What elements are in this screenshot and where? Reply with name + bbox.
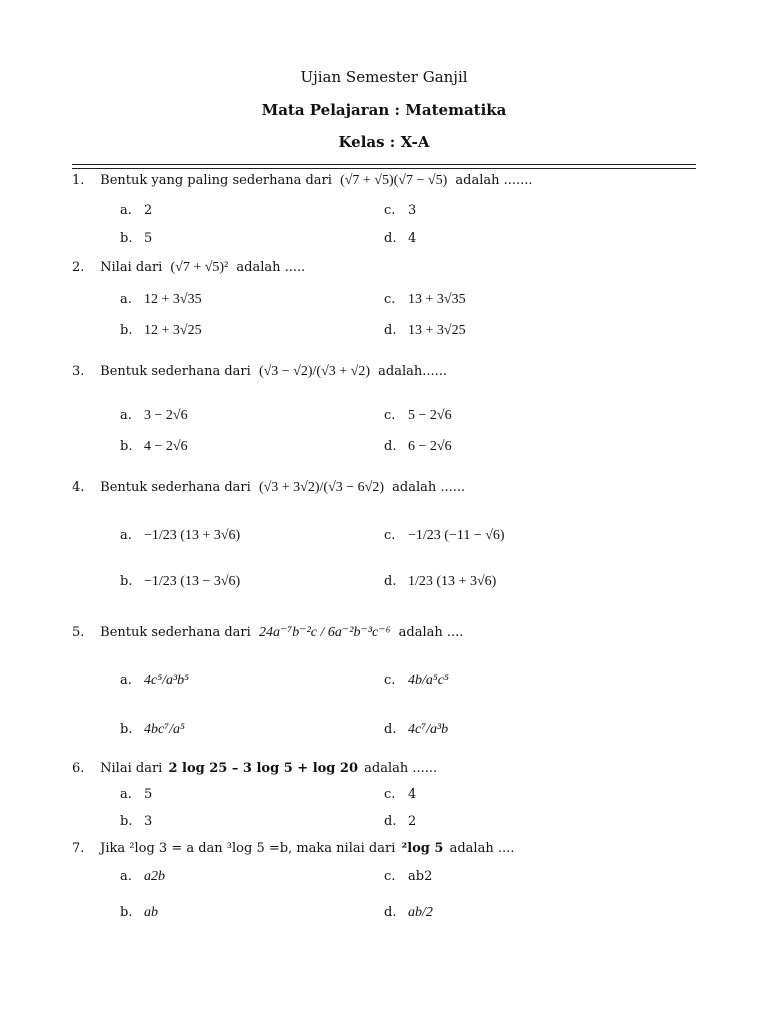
- option-label: c.: [384, 787, 396, 802]
- option-label: d.: [384, 323, 397, 338]
- option[interactable]: [120, 722, 185, 738]
- option-label: a.: [120, 528, 132, 543]
- option-text: 4c⁷/a³b: [408, 722, 449, 737]
- option-label: c.: [384, 528, 396, 543]
- option-label: d.: [384, 439, 397, 454]
- option-text: 4bc⁷/a⁵: [144, 722, 185, 737]
- option-text: ab2: [408, 869, 433, 884]
- option[interactable]: [384, 231, 416, 246]
- option-label: a.: [120, 869, 132, 884]
- option[interactable]: [120, 439, 188, 455]
- option[interactable]: [384, 905, 433, 921]
- option[interactable]: [384, 292, 466, 308]
- option-text: 12 + 3√25: [144, 323, 202, 338]
- question-expression: 24a⁻⁷b⁻²c / 6a⁻²b⁻³c⁻⁶: [258, 625, 391, 640]
- question-text: Bentuk sederhana dari: [100, 364, 251, 379]
- option-label: c.: [384, 408, 396, 423]
- option-text: 5 − 2√6: [408, 408, 452, 423]
- question-suffix: adalah ......: [364, 761, 438, 776]
- question-text: Bentuk yang paling sederhana dari: [100, 173, 332, 188]
- question-expression: (√3 − √2)/(√3 + √2): [258, 364, 371, 379]
- page-title: Ujian Semester Ganjil: [300, 68, 468, 86]
- option-label: a.: [120, 408, 132, 423]
- option-text: a2b: [144, 869, 165, 884]
- question-4: [72, 480, 465, 496]
- question-2: [72, 260, 305, 276]
- question-number: 3.: [72, 364, 85, 379]
- option[interactable]: [384, 814, 416, 829]
- option-text: 5: [144, 787, 153, 802]
- question-number: 6.: [72, 761, 85, 776]
- class-line: [0, 133, 768, 151]
- question-expression: (√7 + √5)²: [170, 260, 229, 275]
- option-text: 4c⁵/a³b⁵: [144, 673, 190, 688]
- option[interactable]: [120, 528, 240, 544]
- option-text: 5: [144, 231, 153, 246]
- question-suffix: adalah .....: [236, 260, 306, 275]
- question-text: Bentuk sederhana dari: [100, 625, 251, 640]
- class-value: X-A: [400, 133, 430, 151]
- question-suffix: adalah ......: [392, 480, 466, 495]
- option-text: 13 + 3√25: [408, 323, 466, 338]
- option[interactable]: [120, 905, 158, 921]
- option-label: d.: [384, 905, 397, 920]
- question-suffix: adalah......: [378, 364, 448, 379]
- option[interactable]: [384, 439, 452, 455]
- option[interactable]: [120, 292, 202, 308]
- option-text: 3 − 2√6: [144, 408, 188, 423]
- option-label: c.: [384, 203, 396, 218]
- option-text: 4 − 2√6: [144, 439, 188, 454]
- option-label: a.: [120, 787, 132, 802]
- option[interactable]: [384, 673, 449, 689]
- question-5: [72, 624, 463, 641]
- option-text: 2: [144, 203, 153, 218]
- option[interactable]: [120, 814, 152, 829]
- option-text: 1/23 (13 + 3√6): [408, 574, 497, 589]
- option-label: b.: [120, 439, 133, 454]
- question-expression: (√7 + √5)(√7 − √5): [340, 173, 448, 188]
- subject-line: Mata Pelajaran : Matematika: [261, 101, 507, 119]
- option-label: c.: [384, 292, 396, 307]
- option[interactable]: [384, 528, 505, 544]
- option-label: b.: [120, 574, 133, 589]
- class-label: Kelas :: [338, 133, 401, 151]
- question-1: [72, 173, 533, 189]
- option-text: 4: [408, 231, 417, 246]
- option-text: 4b/a⁵c⁵: [408, 673, 449, 688]
- option[interactable]: [384, 408, 452, 424]
- option-label: b.: [120, 814, 133, 829]
- question-number: 7.: [72, 841, 85, 856]
- option[interactable]: [120, 787, 152, 802]
- question-suffix: adalah .......: [455, 173, 533, 188]
- header-rule-bottom: [72, 168, 696, 169]
- question-suffix: adalah ....: [398, 625, 464, 640]
- question-suffix: adalah ....: [449, 841, 515, 856]
- option-label: b.: [120, 905, 133, 920]
- option-text: 12 + 3√35: [144, 292, 202, 307]
- option[interactable]: [384, 574, 496, 590]
- option[interactable]: [384, 323, 466, 339]
- option-label: c.: [384, 673, 396, 688]
- option[interactable]: [120, 323, 202, 339]
- option-label: b.: [120, 722, 133, 737]
- option-label: b.: [120, 323, 133, 338]
- option-label: a.: [120, 673, 132, 688]
- question-text: Nilai dari: [100, 761, 163, 776]
- question-expression: (√3 + 3√2)/(√3 − 6√2): [258, 480, 385, 495]
- option[interactable]: [120, 673, 189, 689]
- question-number: 2.: [72, 260, 85, 275]
- option-text: 6 − 2√6: [408, 439, 452, 454]
- option-label: c.: [384, 869, 396, 884]
- option-label: a.: [120, 292, 132, 307]
- option[interactable]: [384, 203, 416, 218]
- option-text: 13 + 3√35: [408, 292, 466, 307]
- header-rule-top: [72, 164, 696, 165]
- option[interactable]: [120, 203, 152, 218]
- question-expression: 2 log 25 – 3 log 5 + log 20: [168, 761, 359, 776]
- option[interactable]: [384, 722, 448, 738]
- question-3: [72, 364, 447, 380]
- question-number: 1.: [72, 173, 85, 188]
- option-label: a.: [120, 203, 132, 218]
- question-text: Jika ²log 3 = a dan ³log 5 =b, maka nilai dari: [100, 841, 396, 856]
- question-text: Bentuk sederhana dari: [100, 480, 251, 495]
- option-label: d.: [384, 814, 397, 829]
- option-label: b.: [120, 231, 133, 246]
- option[interactable]: [120, 408, 188, 424]
- option[interactable]: [384, 869, 432, 884]
- option-text: ab/2: [408, 905, 433, 920]
- question-expression: ²log 5: [401, 841, 444, 856]
- question-6: [72, 761, 437, 776]
- option-label: d.: [384, 722, 397, 737]
- option-text: 3: [144, 814, 153, 829]
- option[interactable]: [120, 231, 152, 246]
- option-text: ab: [144, 905, 158, 920]
- option-label: d.: [384, 231, 397, 246]
- option-label: d.: [384, 574, 397, 589]
- option[interactable]: [120, 869, 165, 885]
- option-text: −1/23 (−11 − √6): [408, 528, 505, 543]
- option-text: −1/23 (13 + 3√6): [144, 528, 241, 543]
- question-text: Nilai dari: [100, 260, 163, 275]
- question-7: [72, 841, 514, 856]
- option[interactable]: [120, 574, 240, 590]
- option-text: −1/23 (13 − 3√6): [144, 574, 241, 589]
- question-number: 4.: [72, 480, 85, 495]
- option-text: 2: [408, 814, 417, 829]
- option[interactable]: [384, 787, 416, 802]
- option-text: 3: [408, 203, 417, 218]
- option-text: 4: [408, 787, 417, 802]
- question-number: 5.: [72, 625, 85, 640]
